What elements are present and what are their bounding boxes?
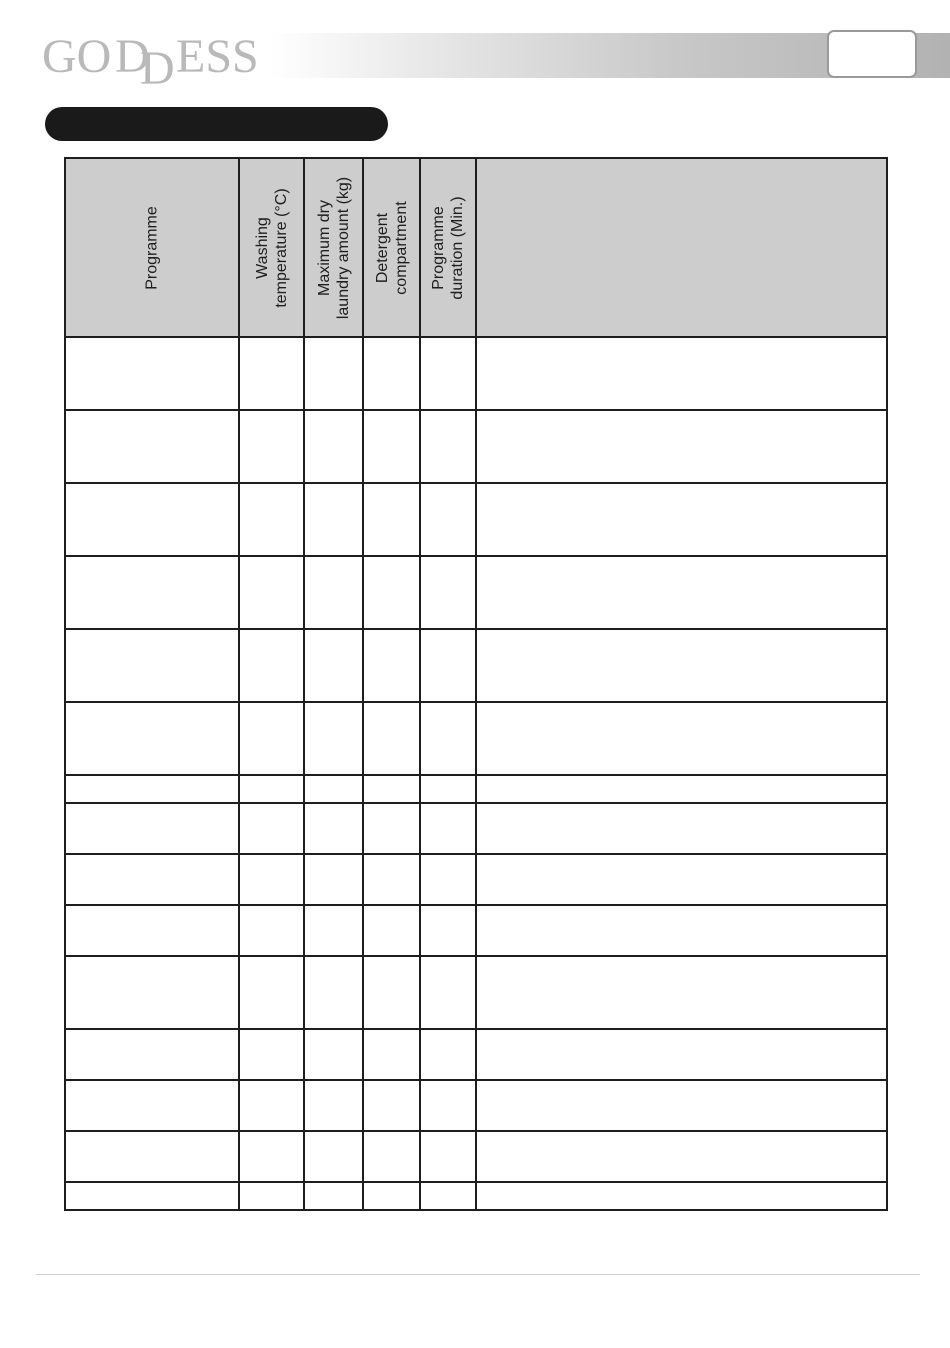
header-programme-duration-line2: duration (Min.) [449,195,466,300]
table-row [65,337,887,410]
header-max-dry-laundry [304,158,363,337]
header-max-dry-laundry-line2: laundry amount (kg) [334,176,352,319]
header-programme-duration [420,158,476,337]
table-row [65,803,887,854]
header-description [476,158,887,337]
table-row [65,629,887,702]
table-row [65,956,887,1029]
table-row [65,775,887,803]
header-programme [65,158,239,337]
footer-divider [36,1274,920,1275]
svg-text:D: D [115,30,150,83]
table-header-row [65,158,887,337]
table-row [65,1182,887,1210]
page-number-box [827,30,917,78]
header-detergent-compartment-line1: Detergent [373,212,391,283]
header-detergent-compartment [363,158,420,337]
programme-table [64,157,888,1211]
table-row [65,854,887,905]
table-row [65,483,887,556]
header-programme-line1: Programme [143,205,161,290]
table-row [65,1131,887,1182]
svg-text:ESS: ESS [176,30,259,83]
header-detergent-compartment-line2: compartment [392,200,410,295]
table-row [65,905,887,956]
table-row [65,410,887,483]
header-washing-temperature-line2: temperature (°C) [272,187,290,308]
header-max-dry-laundry-line1: Maximum dry [315,199,333,296]
table-row [65,1029,887,1080]
table-row [65,702,887,775]
header-washing-temperature [239,158,304,337]
section-title-pill [45,107,388,141]
table-row [65,1080,887,1131]
header-programme-duration-line1: Programme [430,205,447,290]
goddess-logo [42,22,282,92]
svg-text:GO: GO [42,30,112,83]
header-washing-temperature-line1: Washing [253,216,271,279]
svg-text:D: D [140,42,175,92]
table-row [65,556,887,629]
